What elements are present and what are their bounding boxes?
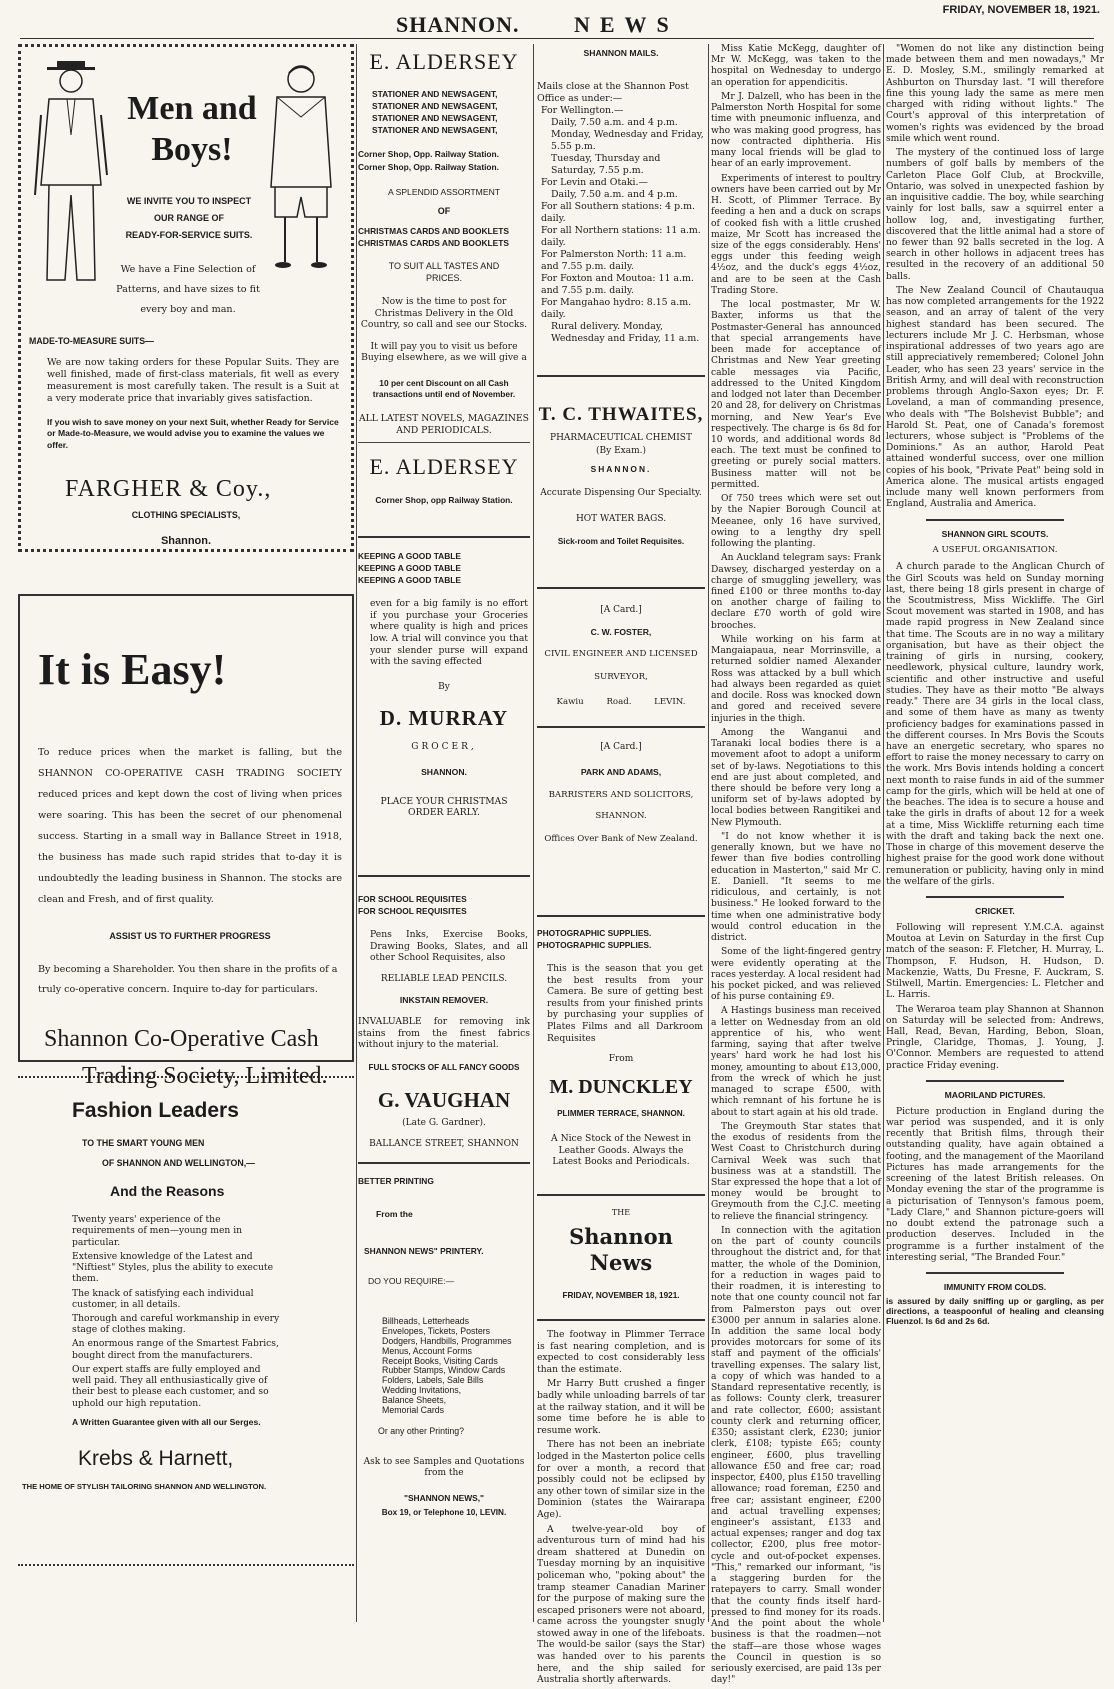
krebs-headline: Fashion Leaders bbox=[72, 1099, 239, 1122]
fargher-firm-sub: CLOTHING SPECIALISTS, bbox=[131, 509, 241, 520]
printing-item: Envelopes, Tickets, Posters bbox=[382, 1326, 491, 1337]
vaughan-school-line: FOR SCHOOL REQUISITES bbox=[358, 906, 467, 917]
printing-paper: "SHANNON NEWS," bbox=[403, 1493, 485, 1504]
column-1 bbox=[18, 44, 354, 1566]
news-paragraph: The New Zealand Council of Chautauqua has now completed arrangements for the 1922 season, and an array of talent of the very highest standard has been secured. The lecturers include Mr J. C. Herbsman, whose inspirational addresses of two years ago are still appreciatively remembered; Colonel John Leader, who has seen 23 years' service in the British Army, and will deal with reconstruction problems through Anglo-Saxon eyes; Dr. F. Loveland, a man of commanding presence, who deals with "The Bolshevist Bubble"; and Harold St. Peat, one of Canada's foremost lecturers, whose subject is "Problems of the Dominions." As an author, Harold Peat attained wonderful success, over one million copies of his book, "Private Peat" being sold in America alone. The musical artists engaged include many well known performers from England, Australia and America. bbox=[886, 285, 1104, 510]
coop-firm-2: Trading Society, Limited. bbox=[82, 1062, 328, 1089]
scouts-body bbox=[886, 562, 1104, 888]
aldersey-cards-line: CHRISTMAS CARDS AND BOOKLETS bbox=[358, 238, 509, 249]
printing-better: BETTER PRINTING bbox=[358, 1176, 434, 1187]
vaughan-street: BALLANCE STREET, SHANNON bbox=[369, 1139, 519, 1150]
murray-keep-line: KEEPING A GOOD TABLE bbox=[358, 575, 461, 586]
foster-card: [A Card.] bbox=[600, 605, 642, 616]
fargher-mtm-body: We are now taking orders for these Popular Suits. They are well finished, made of first-class materials, fit well as every measurement is most carefully taken. The result is a Suit at a very moderate price that invariably gives satisfaction. bbox=[47, 357, 339, 404]
thwaites-trade: PHARMACEUTICAL CHEMIST bbox=[550, 433, 692, 444]
printing-item: Wedding Invitations, bbox=[382, 1385, 462, 1396]
pictures-body bbox=[886, 1107, 1104, 1264]
news-paragraph: Some of the light-fingered gentry were evidently operating at the races yesterday. A local resident had his pocket picked, and was relieved of his purse containing £9. bbox=[711, 947, 881, 1003]
aldersey-novels: ALL LATEST NOVELS, MAGAZINES AND PERIODICALS. bbox=[359, 413, 529, 436]
vaughan-late: (Late G. Gardner). bbox=[402, 1117, 486, 1128]
immunity-body: is assured by daily sniffing up or gargling, as per directions, a teaspoonful of healing and cleansing Fluenzol. Is 6d and 2s 6d. bbox=[886, 1295, 1104, 1327]
paper-date: FRIDAY, NOVEMBER 18, 1921. bbox=[562, 1290, 680, 1300]
krebs-to-2: OF SHANNON AND WELLINGTON,— bbox=[102, 1157, 255, 1168]
fargher-headline: Men and Boys! bbox=[127, 90, 257, 168]
murray-body: even for a big family is no effort if you purchase your Groceries where quality is high and prices low. A trial will convince you that your slender purse will expand with the saving effected bbox=[370, 598, 528, 668]
news-paragraph: In connection with the agitation on the part of county councils throughout the district and, for that matter, the whole of the Dominion, for a reduction in wages paid to their roadmen, it is interesting to note that one county council not far from Palmerston pays out over £3000 per annum in salaries alone. In addition the same local body provides motorcars for some of its staff and payment of the officials' travelling expenses. The salary list, a copy of which was handed to a Standard representative recently, is as follows: County clerk, treasurer and rate collector, £600; assistant county clerk and returning officer, £350; assistant clerk, £230; junior clerk, £108; typiste £65; county engineer, £600, plus travelling allowance £50 and free car; road inspector, £400, plus £150 travelling allowance; road foreman, £250 and free car; assistant engineer, £200 and actual travelling expenses; engineer's assistant, £133 and actual expenses; ranger and dog tax collector, £200, plus free motor-cycle and out-of-pocket expenses. "This," remarked our informant, "is a staggering burden for the ratepayers to carry. Small wonder that the county finds itself hard-pressed to find money for its roads. And the point about the whole business is that the roadmen—not the staff—are those whose wages the Council in question is so seriously exercised, are paid 13s per day!" bbox=[711, 1225, 882, 1686]
mails-head: SHANNON MAILS. bbox=[583, 48, 659, 58]
aldersey-name: E. ALDERSEY bbox=[369, 49, 519, 74]
aldersey-corner-2: Corner Shop, opp Railway Station. bbox=[375, 495, 513, 506]
news-paragraph: There has not been an inebriate lodged in the Masterton police cells for over a month, a record that possibly could not be eclipsed by any other town of similar size in the Dominion (states the Wairarapa Age). bbox=[537, 1439, 705, 1520]
thwaites-accurate: Accurate Dispensing Our Specialty. bbox=[540, 488, 702, 499]
murray-name: D. MURRAY bbox=[379, 706, 509, 731]
column-3 bbox=[537, 44, 705, 1689]
scouts-head: SHANNON GIRL SCOUTS. bbox=[941, 528, 1049, 539]
murray-keep-line: KEEPING A GOOD TABLE bbox=[358, 550, 461, 561]
aldersey-corner-line: Corner Shop, Opp. Railway Station. bbox=[358, 149, 499, 160]
murray-keep-line: KEEPING A GOOD TABLE bbox=[358, 562, 461, 573]
fargher-save: If you wish to save money on your next Suit, whether Ready for Service or Made-to-Measure, we would advise you to examine the values we offer. bbox=[47, 416, 339, 450]
vaughan-pencils: RELIABLE LEAD PENCILS. bbox=[380, 974, 508, 985]
krebs-firm-sub: THE HOME OF STYLISH TAILORING SHANNON AND WELLINGTON. bbox=[22, 1482, 267, 1492]
park-office: Offices Over Bank of New Zealand. bbox=[544, 833, 698, 844]
masthead-dateline: FRIDAY, NOVEMBER 18, 1921. bbox=[942, 4, 1100, 16]
coop-body: To reduce prices when the market is falling, but the SHANNON CO-OPERATIVE CASH TRADING SOCIETY reduced prices and kept down the cost of living when prices were soaring. This has been the secret of our phenomenal success. Starting in a small way in Ballance Street in 1918, the business has made such rapid strides that to-day it is undoubtedly the leading business in Shannon. The stocks are clean and Fresh, and of first quality. bbox=[38, 747, 342, 905]
col3-news bbox=[537, 1329, 705, 1686]
printing-other: Or any other Printing? bbox=[378, 1425, 465, 1436]
dunckley-from: From bbox=[608, 1054, 634, 1065]
paper-name: Shannon News bbox=[569, 1223, 673, 1276]
scouts-sub: A USEFUL ORGANISATION. bbox=[932, 545, 1058, 556]
news-paragraph: The footway in Plimmer Terrace is fast nearing completion, and is expected to cost considerably less than the estimate. bbox=[537, 1329, 705, 1375]
aldersey-post: Now is the time to post for Christmas Delivery in the Old Country, so call and see our Stocks. bbox=[360, 296, 528, 331]
foster-trade: CIVIL ENGINEER AND LICENSED bbox=[544, 649, 698, 660]
mails-line: For all Northern stations: 11 a.m. daily. bbox=[541, 224, 701, 248]
mails-line: Monday, Wednesday and Friday, 5.55 p.m. bbox=[551, 128, 704, 152]
printing-ask: Ask to see Samples and Quotations from the bbox=[363, 1456, 525, 1479]
aldersey-name-2: E. ALDERSEY bbox=[369, 454, 519, 480]
news-paragraph: The mystery of the continued loss of large numbers of golf balls by members of the Carleton Place Golf Club, at Brockville, Ontario, was solved in unexpected fashion by an inquisitive caddie. The boy, while searching vainly for lost balls, saw a squirrel enter a hollow log, and, investigating further, discovered that the little animal had a store of no fewer than 92 balls secreted in the log. A search in other hollows in adjacent trees has resulted in the recovery of an additional 50 balls. bbox=[886, 148, 1104, 282]
col4-news bbox=[711, 44, 881, 1687]
vaughan-school-line: FOR SCHOOL REQUISITES bbox=[358, 893, 467, 904]
cricket-body bbox=[886, 923, 1104, 1072]
park-trade: BARRISTERS AND SOLICITORS, bbox=[548, 790, 694, 801]
dunckley-photo bbox=[537, 927, 705, 951]
immunity-head: IMMUNITY FROM COLDS. bbox=[943, 1282, 1047, 1293]
paper-the: THE bbox=[611, 1207, 631, 1217]
park-card: [A Card.] bbox=[600, 741, 642, 752]
thwaites-sick: Sick-room and Toilet Requisites. bbox=[557, 536, 685, 546]
fargher-town: Shannon. bbox=[160, 534, 212, 547]
column-rule bbox=[708, 44, 709, 1622]
mails-line: For Palmerston North: 11 a.m. and 7.55 p.m. daily. bbox=[541, 248, 687, 272]
man-illustration bbox=[27, 55, 115, 295]
thwaites-exam: (By Exam.) bbox=[596, 446, 646, 457]
printing-item: Balance Sheets, bbox=[382, 1394, 447, 1405]
krebs-item: An enormous range of the Smartest Fabrics, bought direct from the manufacturers. bbox=[72, 1338, 279, 1361]
news-paragraph: Following will represent Y.M.C.A. against Moutoa at Levin on Saturday in the first Cup match of the season: F. Fletcher, H. Murray, L. Thompson, F. Hudson, H. Hudson, D. Mackenzie, Watts, Du Fresne, F. Auckram, S. Stilwell, Martin. Emergencies: L. Fletcher and L. Harris. bbox=[886, 922, 1104, 1001]
aldersey-corner bbox=[358, 148, 530, 172]
column-4 bbox=[711, 44, 882, 1686]
aldersey-suit: TO SUIT ALL TASTES AND PRICES. bbox=[388, 261, 500, 283]
printing-item: Folders, Labels, Sale Bills bbox=[382, 1375, 484, 1386]
aldersey-stationer-line: STATIONER AND NEWSAGENT, bbox=[372, 113, 498, 124]
dunckley-photo-line: PHOTOGRAPHIC SUPPLIES. bbox=[537, 939, 652, 950]
thwaites-name: T. C. THWAITES, bbox=[538, 404, 704, 426]
murray-town: SHANNON. bbox=[421, 766, 467, 777]
news-paragraph: The local postmaster, Mr W. Baxter, informs us that the Postmaster-General has announced that special arrangements have been made for acceptance of Christmas and New Year greeting cable messages via Pacific, addressed to the United Kingdom and lodged not later than December 20 and 28, for delivery on Christmas morning, and New Year's Eve respectively. The charge is 6s 8d for 10 words, and additional words 8d each. The text must be confined to greeting or purely social matters. Business matter will not be permitted. bbox=[711, 300, 881, 490]
mails-intro: Mails close at the Shannon Post Office as under:— bbox=[537, 80, 689, 104]
mails-line: Tuesday, Thursday and Saturday, 7.55 p.m. bbox=[551, 152, 661, 176]
news-paragraph: A church parade to the Anglican Church of the Girl Scouts was held on Sunday morning last, there being 18 girls present in charge of the Scoutmistress, Miss Wickliffe. The Girl Scout movement was started in 1908, and has made rapid progress in New Zealand since that time. The Scouts are in no way a military organisation, but have as their object the training of girls in nursing, cookery, needlework, physical culture, laundry work, scientific and other instructive and useful studies. They have as their motto "Be always ready." There are 34 girls in the local class, and some of them have as many as twenty proficiency badges for examinations passed in the different courses. In Mrs Bovis the Scouts have an energetic secretary, who spares no effort to raise the money necessary to carry on the work. Mrs Bovis intends holding a concert next month to raise funds in aid of the summer camp for the girls, which will be held at one of the beaches. The idea is to secure a house and take the girls in drafts of about 12 for a week at a time, Miss Wickliffe returning each time with the draft and taking back the next one. Those in charge of this movement deserve the highest praise for the good work done without remuneration or publicity, having only in mind the welfare of the girls. bbox=[886, 562, 1104, 887]
fargher-invite-line: READY-FOR-SERVICE SUITS. bbox=[125, 229, 253, 240]
mails-list bbox=[541, 105, 705, 346]
fargher-invite-line: WE INVITE YOU TO INSPECT bbox=[126, 195, 252, 206]
news-paragraph: Picture production in England during the war period was suspended, and it is only recently that British films, through their outstanding quality, have again obtained a footing, and the management of the Maoriland Pictures has made arrangements for the screening of the latest British releases. On Monday evening the star of the programme is a picturisation of Tennyson's famous poem, "Lady Clare," and Shannon picture-goers will no doubt extend the patronage such a production deserves. Included in the programme is a further instalment of the interesting serial, "The Branded Four." bbox=[886, 1106, 1104, 1263]
news-paragraph: A Hastings business man received a letter on Wednesday from an old apprentice of his, who went farming, saying that after twelve years' hard work he had lost his money, amounting to about £13,000, from the wreck of which he just managed to scrape £500, with which remnant of his fortune he is about to start again at his old trade. bbox=[711, 1006, 881, 1118]
aldersey-of: OF bbox=[437, 205, 451, 216]
news-paragraph: Miss Katie McKegg, daughter of Mr W. McKegg, was taken to the hospital on Wednesday to undergo an operation for appendicitis. bbox=[711, 44, 881, 88]
printing-item: Menus, Account Forms bbox=[382, 1345, 472, 1356]
printing-item: Rubber Stamps, Window Cards bbox=[382, 1365, 506, 1376]
aldersey-discount: 10 per cent Discount on all Cash transactions until end of November. bbox=[372, 378, 516, 399]
news-paragraph: Mr J. Dalzell, who has been in the Palmerston North Hospital for some time with pneumonic influenza, and who was making good progress, has now contracted diphtheria. His many local friends will be glad to hear of an early improvement. bbox=[711, 91, 881, 170]
fargher-invite bbox=[109, 193, 269, 244]
column-rule bbox=[533, 44, 534, 1622]
dunckley-body: This is the season that you get the best results from your Camera. Be sure of getting best results from your finished prints by purchasing your supplies of Plates Films and all Darkroom Requisites bbox=[547, 962, 703, 1044]
news-paragraph: A twelve-year-old boy of adventurous turn of mind had his dream shattered at Dunedin on Tuesday morning by an inquisitive policeman who, "poking about" the tramp steamer Canadian Mariner for the purpose of making sure the escaped prisoners were not aboard, came across the youngster snugly stowed away in one of the lifeboats. The would-be sailor (says the Star) was handed over to his parents here, and the ship sailed for Australia shortly afterwards. bbox=[537, 1523, 705, 1686]
krebs-item: Our expert staffs are fully employed and well paid. They all enthusiastically give of their best to please each customer, and so uphold our high reputation. bbox=[72, 1363, 269, 1409]
vaughan-fancy: FULL STOCKS OF ALL FANCY GOODS bbox=[368, 1062, 520, 1072]
murray-order: PLACE YOUR CHRISTMAS ORDER EARLY. bbox=[380, 795, 508, 819]
mails-line: Rural delivery. Monday, Wednesday and Friday, 11 a.m. bbox=[551, 321, 700, 345]
printing-items bbox=[382, 1317, 530, 1415]
news-paragraph: Among the Wanganui and Taranaki local bodies there is a movement afoot to adopt a uniform set of by-laws. Negotiations to this end are just about completed, and there should be before very long a uniform set of by-laws adopted by local bodies between Rangitikei and New Plymouth. bbox=[711, 727, 881, 828]
printing-from: From the bbox=[376, 1209, 413, 1219]
vaughan-school bbox=[358, 893, 530, 917]
dunckley-addr: PLIMMER TERRACE, SHANNON. bbox=[557, 1108, 685, 1118]
news-paragraph: The Weraroa team play Shannon at Shannon on Saturday will be selected from: Andrews, Hall, Read, Bevan, Harding, Bebon, Sloan, Pringle, Claridge, Thomas, J. Young, J. O'Connor. Members are requested to attend practice Friday evening. bbox=[886, 1004, 1104, 1071]
cricket-head: CRICKET. bbox=[975, 906, 1015, 917]
vaughan-name: G. VAUGHAN bbox=[377, 1088, 511, 1113]
printing-box: Box 19, or Telephone 10, LEVIN. bbox=[381, 1507, 507, 1517]
foster-addr: Kawiu Road. LEVIN. bbox=[556, 697, 686, 708]
column-5 bbox=[886, 44, 1104, 1622]
pictures-head: MAORILAND PICTURES. bbox=[944, 1089, 1046, 1100]
news-paragraph: "Women do not like any distinction being made between them and men nowadays," Mr E. D. Mosley, S.M., smilingly remarked at Ashburton on Thursday last. "I will therefore fine this young lady the same as mere men charged with riding without lights." The Court's approval of this interpretation of women's rights was evidenced by the broad smile which went round. bbox=[886, 44, 1104, 144]
masthead bbox=[0, 0, 1114, 40]
mails-line: For Foxton and Moutoa: 11 a.m. and 7.55 p.m. daily. bbox=[541, 272, 694, 296]
masthead-title-right: NEWS bbox=[574, 12, 679, 37]
vaughan-inkstain: INKSTAIN REMOVER. bbox=[399, 995, 489, 1006]
murray-trade: GROCER, bbox=[411, 741, 477, 752]
aldersey-cards bbox=[358, 225, 530, 249]
news-paragraph: "I do not know whether it is generally known, but we have no fewer than five bodies controlling education in Masterton," said Mr C. E. Daniell. "It seems to me ridiculous, and certainly, is not business." He looked forward to the time when one administrative body would control education in the district. bbox=[711, 831, 881, 944]
foster-name: C. W. FOSTER, bbox=[590, 626, 652, 637]
boy-illustration bbox=[259, 57, 343, 277]
mails-line: For Levin and Otaki.— bbox=[541, 176, 648, 188]
aldersey-pay: It will pay you to visit us before Buying elsewhere, as we will give a bbox=[361, 340, 527, 364]
masthead-title-left: SHANNON. bbox=[396, 12, 520, 37]
coop-advertisement bbox=[18, 594, 354, 1089]
park-town: SHANNON. bbox=[595, 810, 647, 821]
krebs-item: Extensive knowledge of the Latest and "Niftiest" Styles, plus the ability to execute them. bbox=[72, 1250, 274, 1285]
thwaites-town: SHANNON. bbox=[590, 463, 652, 474]
col5-news bbox=[886, 44, 1104, 511]
column-rule bbox=[883, 44, 884, 1622]
mails-line: Daily, 7.50 a.m. and 4 p.m. bbox=[551, 116, 678, 128]
krebs-to-1: TO THE SMART YOUNG MEN bbox=[82, 1138, 205, 1149]
coop-assist: ASSIST US TO FURTHER PROGRESS bbox=[109, 930, 271, 941]
fargher-mtm-head: MADE-TO-MEASURE SUITS— bbox=[29, 336, 154, 347]
mails-line: Daily, 7.50 a.m. and 4 p.m. bbox=[551, 188, 678, 200]
news-paragraph: While working on his farm at Mangaiapaua, near Morrinsville, a returned soldier named Alexander Ross was attacked by a bull which had always been regarded as quiet and docile. Ross was knocked down and gored and received severe injuries in the thigh. bbox=[711, 634, 881, 724]
krebs-item: Twenty years' experience of the requirements of men—young men in particular. bbox=[72, 1214, 243, 1248]
fargher-invite-line: OUR RANGE OF bbox=[153, 212, 224, 223]
dunckley-name: M. DUNCKLEY bbox=[549, 1076, 693, 1099]
thwaites-bags: HOT WATER BAGS. bbox=[575, 513, 667, 524]
coop-share: By becoming a Shareholder. You then share in the profits of a truly co-operative concern. Inquire to-day for particulars. bbox=[38, 964, 338, 996]
column-2 bbox=[358, 44, 530, 1518]
printing-item: Billheads, Letterheads bbox=[382, 1316, 470, 1327]
krebs-item: Thorough and careful workmanship in every stage of clothes making. bbox=[72, 1312, 280, 1336]
krebs-reasons: And the Reasons bbox=[110, 1182, 225, 1199]
news-paragraph: The Greymouth Star states that the exodus of residents from the West Coast to Christchurch during Carnival Week was such that business was at a standstill. The Star expressed the hope that a lot of money would be brought to Greymouth from the C.J.C. meeting to relieve the financial stringency. bbox=[711, 1121, 881, 1222]
murray-by: By bbox=[438, 681, 450, 692]
fargher-selection: We have a Fine Selection of Patterns, and have sizes to fit every boy and man. bbox=[116, 263, 260, 316]
dunckley-photo-line: PHOTOGRAPHIC SUPPLIES. bbox=[537, 927, 652, 938]
aldersey-stationer-line: STATIONER AND NEWSAGENT, bbox=[372, 100, 498, 111]
news-paragraph: Mr Harry Butt crushed a finger badly while unloading barrels of tar at the railway station, and it will be some time before he is able to resume work. bbox=[537, 1378, 705, 1436]
krebs-guarantee: A Written Guarantee given with all our Serges. bbox=[72, 1416, 261, 1427]
krebs-firm: Krebs & Harnett, bbox=[78, 1446, 234, 1470]
mails-line: For Mangahao hydro: 8.15 a.m. daily. bbox=[541, 297, 692, 321]
news-paragraph: An Auckland telegram says: Frank Dawsey, discharged yesterday on a charge of smuggling jewellery, was fined £100 or three months to-day on another charge of failing to declare £70 worth of gold wire brooches. bbox=[711, 553, 881, 631]
column-rule bbox=[356, 44, 357, 1622]
vaughan-invaluable: INVALUABLE for removing ink stains from the finest fabrics without injury to the material. bbox=[358, 1016, 530, 1051]
aldersey-stationer-line: STATIONER AND NEWSAGENT, bbox=[372, 88, 498, 99]
vaughan-list: Pens Inks, Exercise Books, Drawing Books, Slates, and all other School Requisites, also bbox=[370, 929, 528, 964]
coop-firm-1: Shannon Co-Operative Cash bbox=[44, 1026, 319, 1053]
coop-headline: It is Easy! bbox=[38, 645, 227, 694]
printing-item: Dodgers, Handbills, Programmes bbox=[382, 1335, 512, 1346]
dunckley-stock: A Nice Stock of the Newest in Leather Goods. Always the Latest Books and Periodicals. bbox=[551, 1132, 691, 1168]
news-paragraph: Of 750 trees which were set out by the Napier Borough Council at Meeanee, only 16 have survived, owing to a lengthy dry spell following the planting. bbox=[711, 494, 881, 550]
aldersey-splendid: A SPLENDID ASSORTMENT bbox=[387, 186, 501, 197]
krebs-item: The knack of satisfying each individual customer, in all details. bbox=[72, 1287, 254, 1310]
aldersey-stationer-line: STATIONER AND NEWSAGENT, bbox=[372, 125, 498, 136]
krebs-advertisement bbox=[18, 1076, 354, 1566]
printing-item: Memorial Cards bbox=[382, 1404, 445, 1415]
mails-line: For Wellington.— bbox=[541, 104, 624, 116]
krebs-list bbox=[72, 1214, 280, 1409]
fargher-advertisement bbox=[18, 44, 354, 552]
aldersey-corner-line: Corner Shop, Opp. Railway Station. bbox=[358, 161, 499, 172]
mails-line: For all Southern stations: 4 p.m. daily. bbox=[541, 200, 695, 224]
news-paragraph: Experiments of interest to poultry owners have been carried out by Mr H. Scott, of Plimmer Terrace. By feeding a hen and a duck on scraps of cooked fish with a little crushed maize, Mr Scott has increased the size of the eggs considerably. Hens' eggs under this feeding weigh 4½oz, and the duck's eggs 4½oz, and are to be seen at the Cash Trading Store. bbox=[711, 173, 881, 296]
aldersey-stationer bbox=[372, 88, 530, 137]
printing-office: SHANNON NEWS" PRINTERY. bbox=[364, 1245, 484, 1256]
fargher-firm: FARGHER & Coy., bbox=[65, 475, 272, 502]
masthead-rule bbox=[20, 38, 1094, 39]
park-name: PARK AND ADAMS, bbox=[580, 767, 662, 778]
printing-require: DO YOU REQUIRE:— bbox=[368, 1276, 455, 1287]
printing-item: Receipt Books, Visiting Cards bbox=[382, 1355, 498, 1366]
aldersey-cards-line: CHRISTMAS CARDS AND BOOKLETS bbox=[358, 226, 509, 236]
foster-surveyor: SURVEYOR, bbox=[594, 672, 648, 683]
murray-keep bbox=[358, 550, 530, 587]
